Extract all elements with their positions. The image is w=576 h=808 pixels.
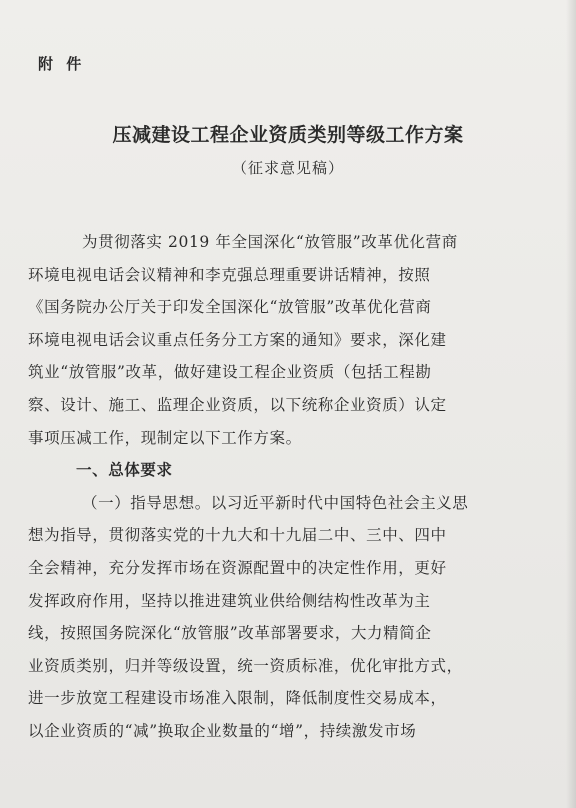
body-line: 环境电视电话会议精神和李克强总理重要讲话精神，按照 xyxy=(28,265,431,284)
body-line: 为贯彻落实 2019 年全国深化“放管服”改革优化营商 xyxy=(82,233,458,251)
section-heading: 一、总体要求 xyxy=(76,461,173,480)
body-line: 发挥政府作用，坚持以推进建筑业供给侧结构性改革为主 xyxy=(28,591,431,610)
body-line: 全会精神，充分发挥市场在资源配置中的决定性作用，更好 xyxy=(28,558,447,577)
document-title: 压减建设工程企业资质类别等级工作方案 xyxy=(112,124,464,146)
body-line: （一）指导思想。以习近平新时代中国特色社会主义思 xyxy=(82,493,469,512)
document-subtitle: （征求意见稿） xyxy=(231,159,344,177)
body-line: 《国务院办公厅关于印发全国深化“放管服”改革优化营商 xyxy=(28,298,432,317)
body-line: 以企业资质的“减”换取企业数量的“增”，持续激发市场 xyxy=(28,721,417,740)
document-body xyxy=(28,226,538,748)
body-line: 事项压减工作，现制定以下工作方案。 xyxy=(28,428,302,447)
attachment-label: 附 件 xyxy=(38,55,86,73)
body-line: 察、设计、施工、监理企业资质，以下统称企业资质）认定 xyxy=(28,395,447,414)
body-line: 进一步放宽工程建设市场准入限制，降低制度性交易成本， xyxy=(28,689,447,708)
body-line: 业资质类别，归并等级设置，统一资质标准，优化审批方式， xyxy=(28,656,463,675)
body-line: 筑业“放管服”改革，做好建设工程企业资质（包括工程勘 xyxy=(28,363,432,382)
body-line: 线，按照国务院深化“放管服”改革部署要求，大力精简企 xyxy=(28,624,432,643)
body-line: 想为指导，贯彻落实党的十九大和十九届二中、三中、四中 xyxy=(28,526,447,545)
body-line: 环境电视电话会议重点任务分工方案的通知》要求，深化建 xyxy=(28,330,447,349)
